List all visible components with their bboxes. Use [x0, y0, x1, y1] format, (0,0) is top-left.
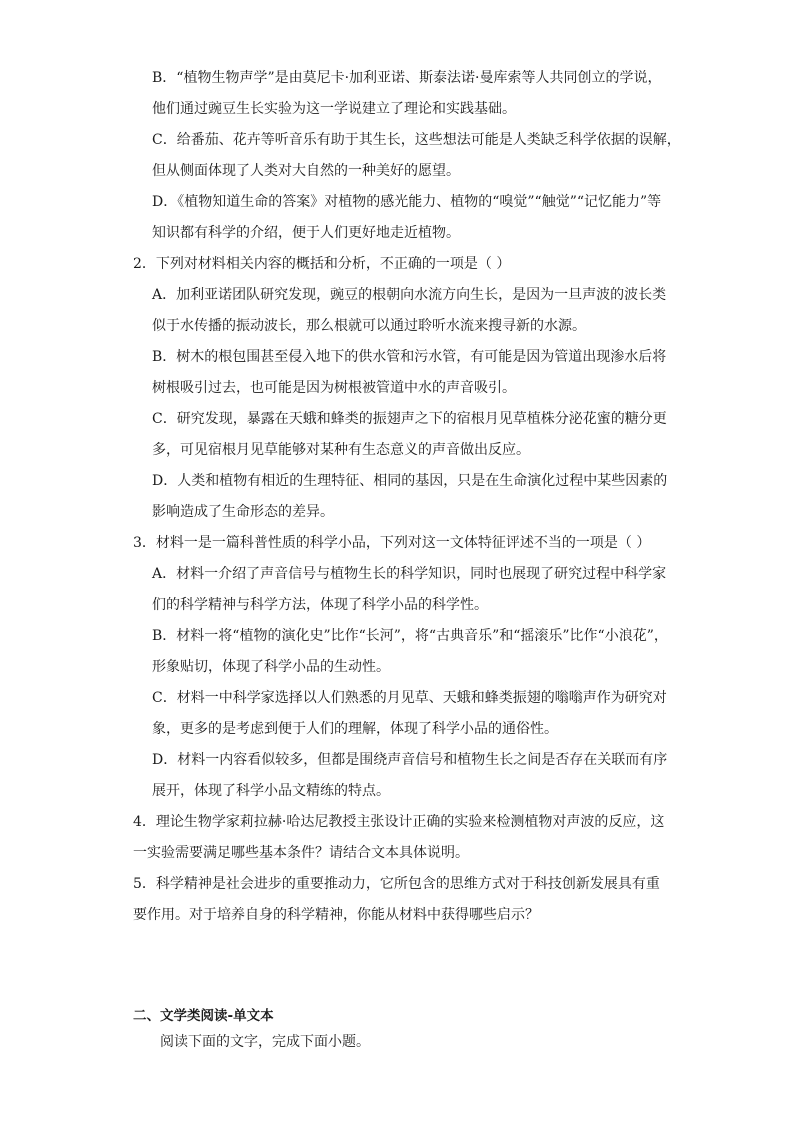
- q1-option-c-line2: 但从侧面体现了人类对大自然的一种美好的愿望。: [152, 163, 460, 179]
- q3-option-c-line1: C．材料一中科学家选择以人们熟悉的月见草、天蛾和蜂类振翅的嗡嗡声作为研究对: [152, 690, 667, 706]
- section-heading: 二、文学类阅读-单文本: [133, 1008, 274, 1024]
- q2-option-c-line1: C．研究发现，暴露在天蛾和蜂类的振翅声之下的宿根月见草植株分泌花蜜的糖分更: [152, 411, 667, 427]
- q3-option-d-line2: 展开，体现了科学小品文精练的特点。: [152, 783, 390, 799]
- q2-option-d-line2: 影响造成了生命形态的差异。: [152, 504, 334, 520]
- q3-option-b-line2: 形象贴切，体现了科学小品的生动性。: [152, 659, 390, 675]
- q2-option-b-line1: B．树木的根包围甚至侵入地下的供水管和污水管，有可能是因为管道出现渗水后将: [152, 349, 667, 365]
- q3-option-b-line1: B．材料一将“植物的演化史”比作“长河”，将“古典音乐”和“摇滚乐”比作“小浪花”，: [152, 628, 668, 644]
- q1-option-d-line1: D．《植物知道生命的答案》对植物的感光能力、植物的“嗅觉”“触觉”“记忆能力”等: [152, 194, 662, 210]
- q2-option-a-line1: A．加利亚诺团队研究发现，豌豆的根朝向水流方向生长，是因为一旦声波的波长类: [152, 287, 667, 303]
- q1-option-d-line2: 知识都有科学的介绍，便于人们更好地走近植物。: [152, 225, 460, 241]
- q3-option-a-line2: 们的科学精神与科学方法，体现了科学小品的科学性。: [152, 597, 488, 613]
- q3-option-c-line2: 象，更多的是考虑到便于人们的理解，体现了科学小品的通俗性。: [152, 721, 558, 737]
- q1-option-c-line1: C．给番茄、花卉等听音乐有助于其生长，这些想法可能是人类缺乏科学依据的误解，: [152, 132, 681, 148]
- q2-option-d-line1: D．人类和植物有相近的生理特征、相同的基因，只是在生命演化过程中某些因素的: [152, 473, 668, 489]
- q1-option-b-line1: B．“植物生物声学”是由莫尼卡·加利亚诺、斯泰法诺·曼库索等人共同创立的学说，: [152, 70, 662, 86]
- q3-option-d-line1: D．材料一内容看似较多，但都是围绕声音信号和植物生长之间是否存在关联而有序: [152, 752, 668, 768]
- question-2: 2．下列对材料相关内容的概括和分析，不正确的一项是（ ）: [133, 256, 511, 272]
- q2-option-c-line2: 多，可见宿根月见草能够对某种有生态意义的声音做出反应。: [152, 442, 530, 458]
- question-5-line1: 5．科学精神是社会进步的重要推动力，它所包含的思维方式对于科技创新发展具有重: [133, 876, 660, 892]
- question-4-line2: 一实验需要满足哪些基本条件？请结合文本具体说明。: [133, 845, 469, 861]
- q1-option-b-line2: 他们通过豌豆生长实验为这一学说建立了理论和实践基础。: [152, 101, 516, 117]
- q2-option-b-line2: 树根吸引过去，也可能是因为树根被管道中水的声音吸引。: [152, 380, 516, 396]
- q2-option-a-line2: 似于水传播的振动波长，那么根就可以通过聆听水流来搜寻新的水源。: [152, 318, 586, 334]
- q3-option-a-line1: A．材料一介绍了声音信号与植物生长的科学知识，同时也展现了研究过程中科学家: [152, 566, 667, 582]
- question-3: 3．材料一是一篇科普性质的科学小品，下列对这一文体特征评述不当的一项是（ ）: [133, 535, 651, 551]
- section-intro: 阅读下面的文字，完成下面小题。: [160, 1034, 370, 1050]
- question-4-line1: 4．理论生物学家莉拉赫·哈达尼教授主张设计正确的实验来检测植物对声波的反应，这: [133, 814, 665, 830]
- question-5-line2: 要作用。对于培养自身的科学精神，你能从材料中获得哪些启示？: [133, 907, 539, 923]
